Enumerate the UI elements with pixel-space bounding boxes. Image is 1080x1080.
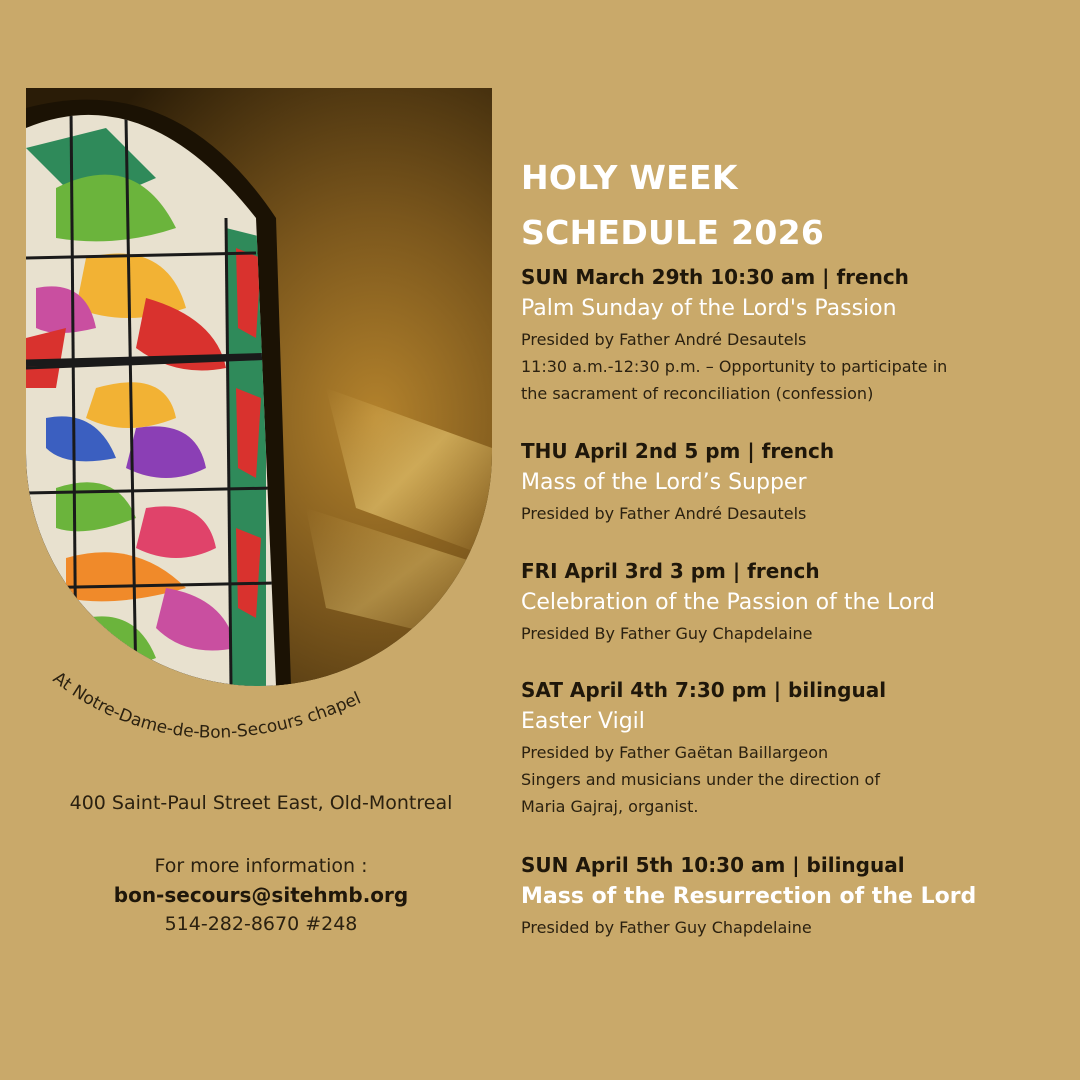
schedule-title: [521, 150, 1041, 260]
stained-glass-window-icon: [26, 88, 492, 686]
event-detail: Presided by Father André Desautels: [521, 330, 807, 349]
event-lords-supper: [521, 436, 1066, 527]
event-datetime: THU April 2nd 5 pm | french: [521, 439, 835, 463]
event-easter-vigil: [521, 675, 1066, 820]
contact-info: [26, 852, 496, 939]
event-datetime: FRI April 3rd 3 pm | french: [521, 559, 820, 583]
title-line-2: SCHEDULE 2026: [521, 213, 825, 252]
event-detail: Singers and musicians under the direction of: [521, 770, 880, 789]
event-datetime: SAT April 4th 7:30 pm | bilingual: [521, 678, 887, 702]
event-detail: Presided by Father Gaëtan Baillargeon: [521, 743, 829, 762]
event-detail: Presided by Father Guy Chapdelaine: [521, 918, 812, 937]
chapel-name: At Notre-Dame-de-Bon-Secours chapel: [49, 668, 364, 743]
event-detail: Maria Gajraj, organist.: [521, 797, 699, 816]
event-detail: Presided by Father André Desautels: [521, 504, 807, 523]
event-name: Easter Vigil: [521, 709, 645, 734]
event-datetime: SUN March 29th 10:30 am | french: [521, 265, 909, 289]
contact-email-link[interactable]: bon-secours@sitehmb.org: [113, 883, 409, 907]
event-detail: Presided By Father Guy Chapdelaine: [521, 624, 813, 643]
event-passion: [521, 556, 1066, 647]
title-line-1: HOLY WEEK: [521, 158, 738, 197]
event-name: Celebration of the Passion of the Lord: [521, 590, 935, 615]
event-name: Mass of the Resurrection of the Lord: [521, 884, 977, 909]
contact-label: For more information :: [154, 855, 368, 877]
event-name: Palm Sunday of the Lord's Passion: [521, 296, 897, 321]
event-detail: 11:30 a.m.-12:30 p.m. – Opportunity to participate in: [521, 357, 948, 376]
stained-glass-photo: [26, 88, 492, 686]
chapel-address: 400 Saint-Paul Street East, Old-Montreal: [69, 792, 453, 814]
event-name: Mass of the Lord’s Supper: [521, 470, 807, 495]
event-palm-sunday: [521, 262, 1066, 407]
event-resurrection: [521, 850, 1066, 941]
event-detail: the sacrament of reconciliation (confession): [521, 384, 874, 403]
contact-phone: 514-282-8670 #248: [164, 913, 358, 935]
event-datetime: SUN April 5th 10:30 am | bilingual: [521, 853, 905, 877]
